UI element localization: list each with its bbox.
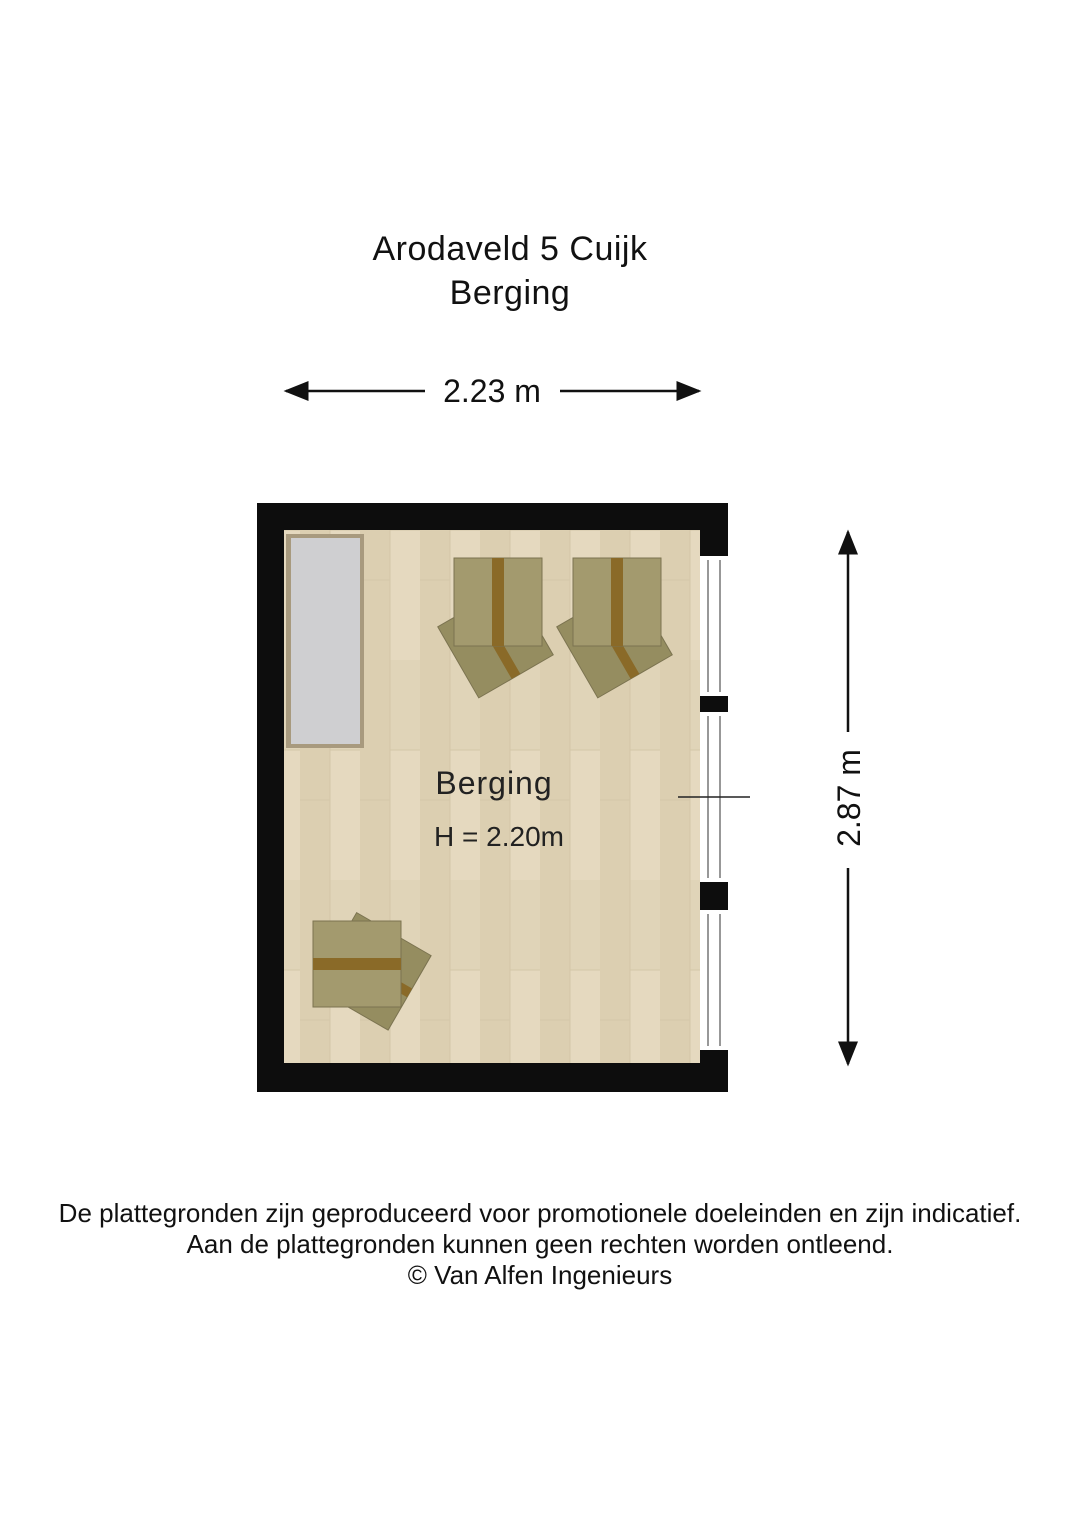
window-pane-bottom	[700, 910, 728, 1050]
plan-address-title: Arodaveld 5 Cuijk	[372, 230, 648, 268]
width-dimension	[286, 373, 699, 409]
disclaimer-line-2: Aan de plattegronden kunnen geen rechten worden ontleend.	[186, 1229, 894, 1259]
room-height-label: H = 2.20m	[434, 821, 564, 852]
storage-shelf	[286, 534, 364, 748]
copyright-line: © Van Alfen Ingenieurs	[407, 1260, 673, 1290]
width-label: 2.23 m	[443, 373, 541, 409]
disclaimer-line-1: De plattegronden zijn geproduceerd voor promotionele doeleinden en zijn indicatief.	[58, 1198, 1022, 1228]
depth-dimension	[831, 532, 867, 1064]
window-pane-top	[700, 556, 728, 696]
plan-floor-title: Berging	[449, 274, 571, 312]
depth-label: 2.87 m	[831, 749, 867, 847]
room-name-label: Berging	[435, 765, 553, 801]
